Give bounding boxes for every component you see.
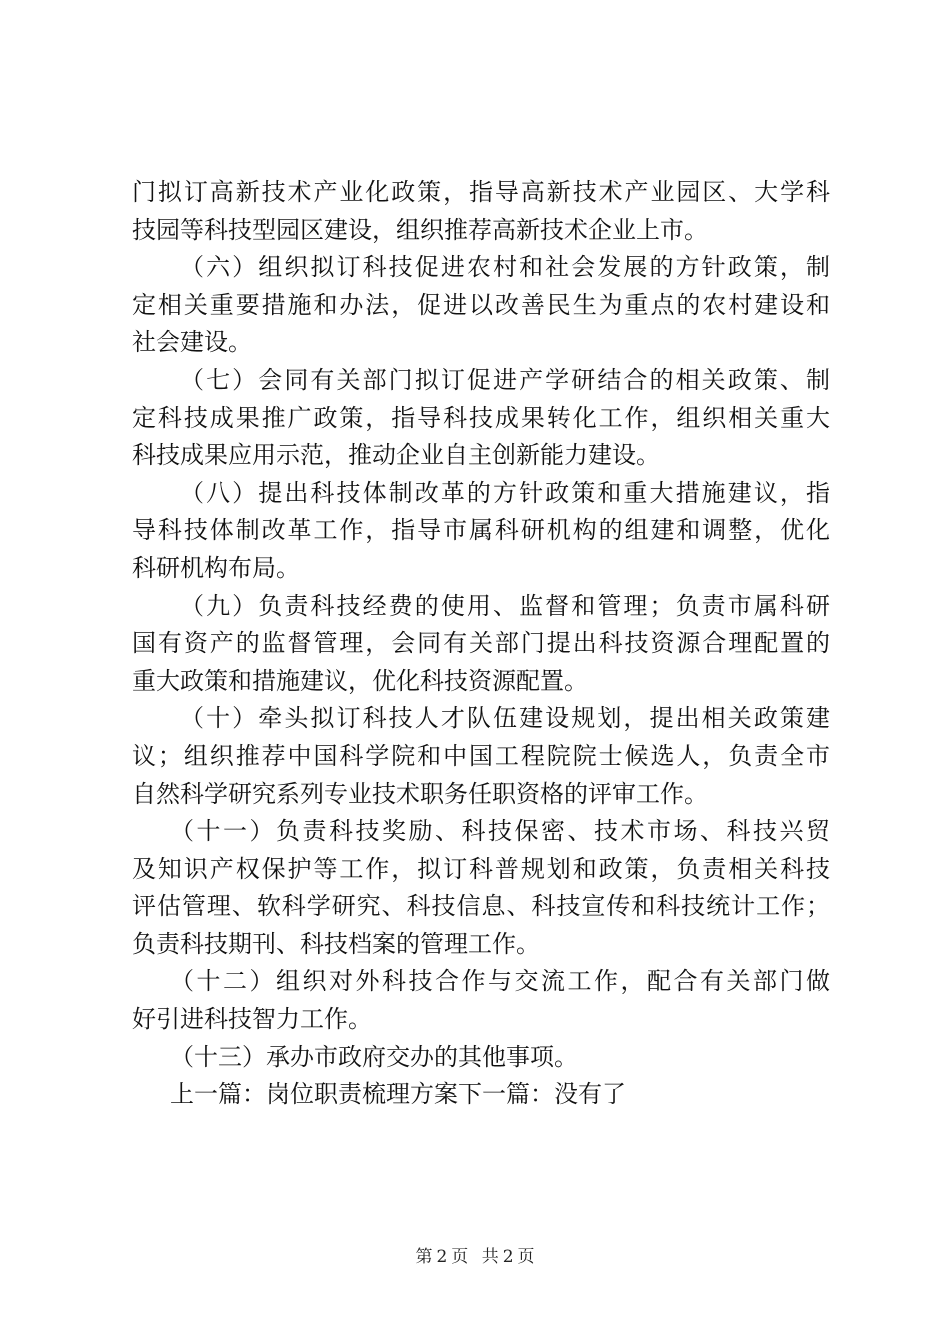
text-line: 定相关重要措施和办法，促进以改善民生为重点的农村建设和 [132,290,830,319]
page-unit: 页 [451,1247,469,1267]
page-indicator [413,1247,470,1267]
page-number: 2 [436,1247,448,1267]
text-line: 技园等科技型园区建设，组织推荐高新技术企业上市。 [132,215,708,244]
text-line: 重大政策和措施建议，优化科技资源配置。 [132,666,588,695]
total-unit: 页 [517,1247,535,1267]
total-label: 共 [481,1247,499,1267]
text-line: 导科技体制改革工作，指导市属科研机构的组建和调整，优化 [132,516,830,545]
text-line: 及知识产权保护等工作，拟订科普规划和政策，负责相关科技 [132,854,830,883]
text-line: （十二）组织对外科技合作与交流工作，配合有关部门做 [170,967,830,996]
text-line: 社会建设。 [132,328,252,357]
text-line: 科研机构布局。 [132,553,300,582]
text-line: 定科技成果推广政策，指导科技成果转化工作，组织相关重大 [132,403,830,432]
text-line: （九）负责科技经费的使用、监督和管理；负责市属科研 [180,591,830,620]
text-line: 议；组织推荐中国科学院和中国工程院院士候选人，负责全市 [132,741,830,770]
text-line: （六）组织拟订科技促进农村和社会发展的方针政策，制 [180,253,830,282]
text-line: 科技成果应用示范，推动企业自主创新能力建设。 [132,441,660,470]
total-indicator [480,1247,537,1267]
text-line: 评估管理、软科学研究、科技信息、科技宣传和科技统计工作； [132,892,830,921]
text-line: （八）提出科技体制改革的方针政策和重大措施建议，指 [180,478,830,507]
page-label: 第 [415,1247,433,1267]
text-line: 国有资产的监督管理，会同有关部门提出科技资源合理配置的 [132,629,830,658]
text-line: （十）牵头拟订科技人才队伍建设规划，提出相关政策建 [180,704,830,733]
text-line: 门拟订高新技术产业化政策，指导高新技术产业园区、大学科 [132,178,830,206]
text-line: 负责科技期刊、科技档案的管理工作。 [132,929,540,958]
text-line: 好引进科技智力工作。 [132,1005,372,1034]
text-line: 上一篇：岗位职责梳理方案下一篇：没有了 [170,1080,626,1109]
text-line: 自然科学研究系列专业技术职务任职资格的评审工作。 [132,779,708,808]
text-line: （十一）负责科技奖励、科技保密、技术市场、科技兴贸 [170,817,830,846]
total-pages: 2 [502,1247,514,1267]
document-body [132,174,830,1114]
text-line: （十三）承办市政府交办的其他事项。 [170,1042,578,1071]
text-line: （七）会同有关部门拟订促进产学研结合的相关政策、制 [180,365,830,394]
page-footer [0,1242,950,1267]
